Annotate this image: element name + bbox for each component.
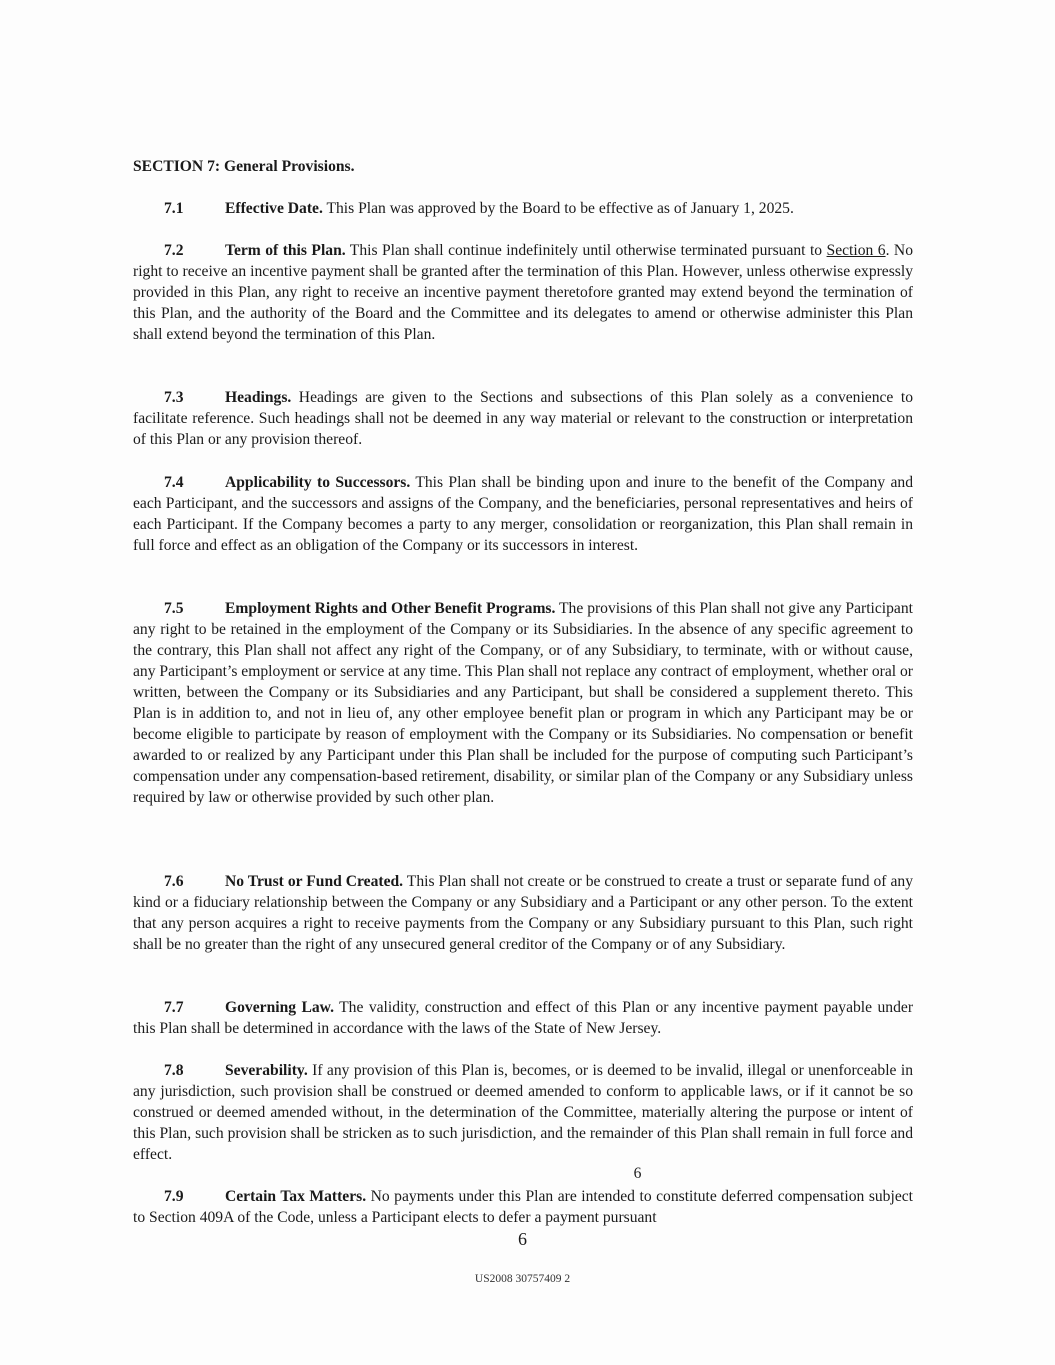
paragraph-7-6: [133, 871, 913, 955]
paragraph-number: 7.3: [164, 389, 184, 406]
paragraph-7-5: [133, 598, 913, 808]
paragraph-body: Headings are given to the Sections and subsections of this Plan solely as a convenience to facilitate reference. Such headings shall not be deemed in any way material or relevant to the construction or interpretation of this Plan or any provision thereof.: [133, 389, 913, 448]
paragraph-7-9: [133, 1186, 913, 1228]
paragraph-body: This Plan shall not create or be construed to create a trust or separate fund of any kind or a fiduciary relationship between the Company or any Subsidiary and a Participant or any other person. To the extent that any person acquires a right to receive payments from the Company or any Subsidiary pursuant to this Plan, such right shall be no greater than the right of any unsecured general creditor of the Company or of any Subsidiary.: [133, 873, 913, 953]
paragraph-number: 7.4: [164, 474, 184, 491]
paragraph-title: Applicability to Successors.: [225, 474, 411, 491]
paragraph-number: 7.8: [164, 1062, 184, 1079]
paragraph-body: No payments under this Plan are intended to constitute deferred compensation subject to Section 409A of the Code, unless a Participant elects to defer a payment pursuant: [133, 1188, 913, 1226]
paragraph-7-4: [133, 472, 913, 556]
paragraph-body: The provisions of this Plan shall not give any Participant any right to be retained in the employment of the Company or its Subsidiaries. In the absence of any specific agreement to the contrary, this Plan shall not affect any right of the Company, or of any Subsidiary, to terminate, with or without cause, any Participant’s employment or service at any time. This Plan shall not replace any contract of employment, whether oral or written, between the Company or its Subsidiaries and any Participant, but shall be considered a supplement thereto. This Plan is in addition to, and not in lieu of, any other employee benefit plan or program in which any Participant may be or become eligible to participate by reason of employment with the Company or its Subsidiaries. No compensation or benefit awarded to or realized by any Participant under this Plan shall be included for the purpose of computing such Participant’s compensation under any compensation-based retirement, disability, or similar plan of the Company or any Subsidiary unless required by law or otherwise provided by such other plan.: [133, 600, 913, 806]
section-reference-link: Section 6: [826, 242, 886, 259]
paragraph-number: 7.1: [164, 200, 184, 217]
inline-page-number: 6: [633, 1165, 642, 1182]
paragraph-title: Certain Tax Matters.: [225, 1188, 367, 1205]
paragraph-body-continued: . No right to receive an incentive payment shall be granted after the termination of this Plan. However, unless otherwise expressly provided in this Plan, any right to receive an incentive payment theretofore granted may extend beyond the termination of this Plan, and the authority of the Board and the Committee and its delegates to amend or otherwise administer this Plan shall extend beyond the termination of this Plan.: [133, 242, 913, 343]
page-number: 6: [518, 1229, 527, 1249]
paragraph-title: Headings.: [225, 389, 292, 406]
paragraph-body: This Plan shall continue indefinitely until otherwise terminated pursuant to: [345, 242, 827, 259]
paragraph-body: This Plan shall be binding upon and inure to the benefit of the Company and each Participant, and the successors and assigns of the Company, and the beneficiaries, personal representatives and heirs of each Participant. If the Company becomes a party to any merger, consolidation or reorganization, this Plan shall remain in full force and effect as an obligation of the Company or its successors in interest.: [133, 474, 913, 554]
paragraph-body: If any provision of this Plan is, becomes, or is deemed to be invalid, illegal or unenforceable in any jurisdiction, such provision shall be construed or deemed amended to conform to applicable laws, or if it cannot be so construed or deemed amended without, in the determination of the Committee, materially altering the purpose or intent of this Plan, such provision shall be stricken as to such jurisdiction, and the remainder of this Plan shall remain in full force and effect.: [133, 1062, 913, 1163]
paragraph-title: Term of this Plan.: [225, 242, 346, 259]
section-heading: SECTION 7: General Provisions.: [133, 158, 355, 175]
paragraph-number: 7.6: [164, 873, 184, 890]
paragraph-body: The validity, construction and effect of this Plan or any incentive payment payable under this Plan shall be determined in accordance with the laws of the State of New Jersey.: [133, 999, 914, 1037]
paragraph-title: Employment Rights and Other Benefit Programs.: [225, 600, 556, 617]
paragraph-body: This Plan was approved by the Board to be effective as of January 1, 2025.: [322, 200, 794, 217]
paragraph-number: 7.9: [164, 1188, 184, 1205]
paragraph-number: 7.2: [164, 242, 184, 259]
paragraph-7-7: [133, 997, 913, 1039]
paragraph-number: 7.5: [164, 600, 184, 617]
paragraph-7-3: [133, 387, 913, 450]
paragraph-number: 7.7: [164, 999, 184, 1016]
paragraph-7-1: [133, 198, 913, 219]
paragraph-7-8: [133, 1060, 913, 1165]
paragraph-title: Governing Law.: [225, 999, 334, 1016]
paragraph-title: Severability.: [225, 1062, 308, 1079]
paragraph-title: Effective Date.: [225, 200, 323, 217]
document-id: US2008 30757409 2: [474, 1273, 571, 1285]
paragraph-title: No Trust or Fund Created.: [225, 873, 404, 890]
paragraph-7-2: [133, 240, 913, 345]
